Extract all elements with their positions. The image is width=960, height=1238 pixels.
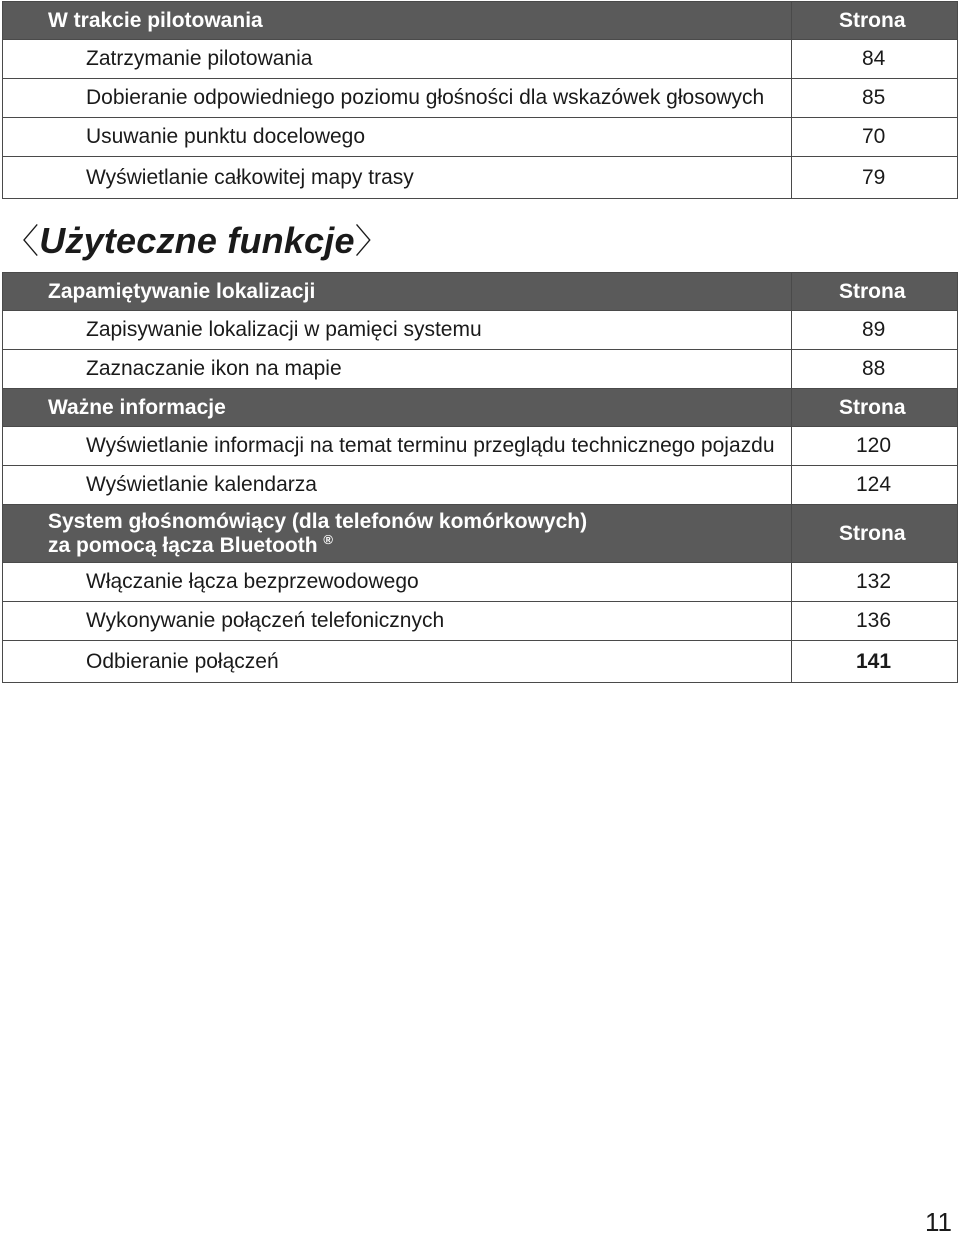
row-title: Wyświetlanie kalendarza <box>3 466 792 505</box>
row-page: 132 <box>792 563 958 602</box>
row-page: 79 <box>792 157 958 199</box>
section-title-text: Użyteczne funkcje <box>39 220 355 261</box>
row-page: 124 <box>792 466 958 505</box>
row-page: 89 <box>792 311 958 350</box>
row-title: Wyświetlanie całkowitej mapy trasy <box>3 157 792 199</box>
table-header <box>3 2 958 40</box>
section-title <box>5 214 389 263</box>
group-header-hands-free <box>3 505 958 563</box>
header-title-line2-text: za pomocą łącza Bluetooth <box>48 533 318 557</box>
table-row[interactable] <box>3 79 958 118</box>
table-row[interactable] <box>3 602 958 641</box>
row-title: Odbieranie połączeń <box>3 641 792 683</box>
row-title: Zatrzymanie pilotowania <box>3 40 792 79</box>
header-title-line2 <box>48 531 791 558</box>
row-page: 84 <box>792 40 958 79</box>
bracket-right: 〉 <box>354 223 389 261</box>
table-row[interactable] <box>3 427 958 466</box>
table-row[interactable] <box>3 118 958 157</box>
row-page: 88 <box>792 350 958 389</box>
header-page-label: Strona <box>792 389 958 427</box>
row-title: Wyświetlanie informacji na temat terminu przeglądu technicznego pojazdu <box>3 427 792 466</box>
toc-table-useful-functions <box>2 272 958 683</box>
header-title: W trakcie pilotowania <box>3 2 792 40</box>
bracket-left: 〈 <box>5 223 40 261</box>
header-title-line1: System głośnomówiący (dla telefonów komórkowych) <box>48 509 588 533</box>
header-page-label: Strona <box>792 273 958 311</box>
table-row[interactable] <box>3 350 958 389</box>
header-title: Zapamiętywanie lokalizacji <box>3 273 792 311</box>
row-page: 70 <box>792 118 958 157</box>
toc-table-driving <box>2 1 958 199</box>
row-title: Zaznaczanie ikon na mapie <box>3 350 792 389</box>
group-header-important-info <box>3 389 958 427</box>
row-title: Dobieranie odpowiedniego poziomu głośności dla wskazówek głosowych <box>3 79 792 118</box>
table-row[interactable] <box>3 466 958 505</box>
header-title: Ważne informacje <box>3 389 792 427</box>
row-page: 141 <box>792 641 958 683</box>
table-row[interactable] <box>3 641 958 683</box>
header-page-label: Strona <box>792 505 958 563</box>
table-row[interactable] <box>3 311 958 350</box>
row-page: 136 <box>792 602 958 641</box>
header-title <box>3 505 792 563</box>
page-number: 11 <box>925 1207 952 1237</box>
group-header-locations <box>3 273 958 311</box>
row-title: Zapisywanie lokalizacji w pamięci systemu <box>3 311 792 350</box>
header-page-label: Strona <box>792 2 958 40</box>
row-page: 85 <box>792 79 958 118</box>
row-title: Wykonywanie połączeń telefonicznych <box>3 602 792 641</box>
row-title: Włączanie łącza bezprzewodowego <box>3 563 792 602</box>
row-title: Usuwanie punktu docelowego <box>3 118 792 157</box>
row-page: 120 <box>792 427 958 466</box>
table-row[interactable] <box>3 563 958 602</box>
table-row[interactable] <box>3 157 958 199</box>
table-row[interactable] <box>3 40 958 79</box>
registered-mark: ® <box>323 531 333 547</box>
